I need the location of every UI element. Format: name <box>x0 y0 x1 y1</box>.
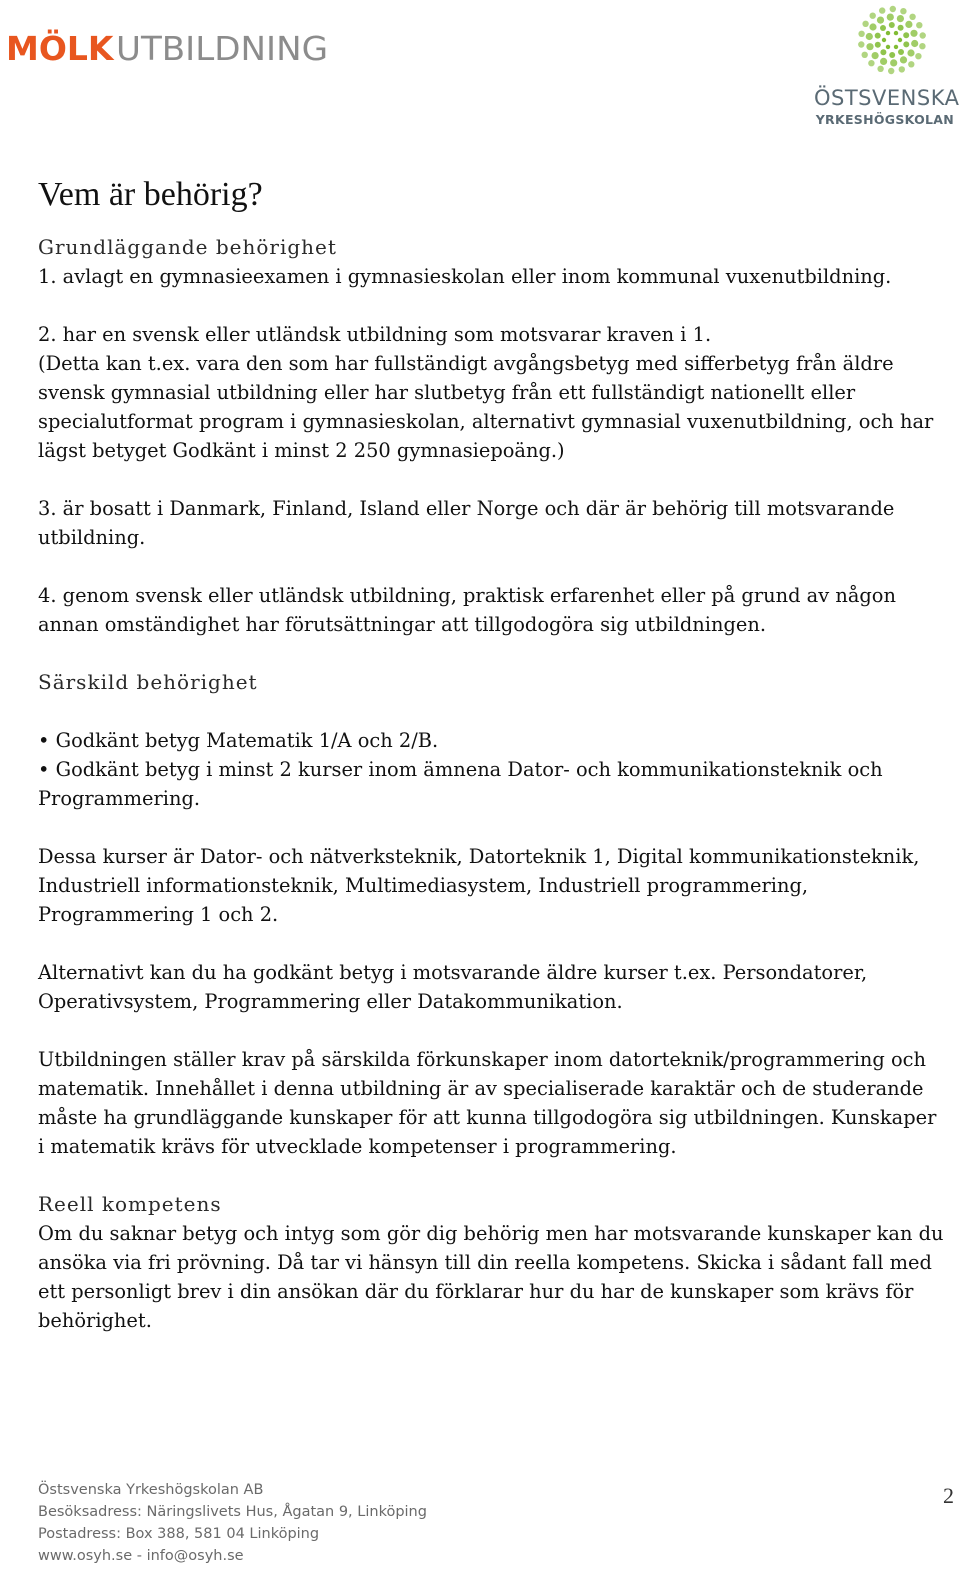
emblem-dot <box>915 53 921 59</box>
paragraph-alternativt: Alternativt kan du ha godkänt betyg i motsvarande äldre kurser t.ex. Persondatorer, Operativsystem, Programmering eller Datakommunikation. <box>38 961 868 1013</box>
emblem-dot <box>866 33 873 40</box>
emblem-dot <box>903 32 909 38</box>
heading-reell: Reell kompetens <box>38 1192 222 1216</box>
paragraph-kurser: Dessa kurser är Dator- och nätverksteknik, Datorteknik 1, Digital kommunikationsteknik, Industriell informationsteknik, Multimediasystem, Industriell programmering, Programmering 1 och 2. <box>38 845 920 926</box>
emblem-dot <box>886 31 890 35</box>
ostsvenska-logo <box>814 4 960 127</box>
emblem-dot <box>866 43 873 50</box>
emblem-dot <box>872 52 879 59</box>
emblem-dot <box>870 13 876 19</box>
footer-visit-address: Besöksadress: Näringslivets Hus, Ågatan 9, Linköping <box>38 1504 427 1520</box>
logo-left-part1: MÖLK <box>6 29 114 68</box>
requirement-4: 4. genom svensk eller utländsk utbildning, praktisk erfarenhet eller på grund av någon annan omständighet har förutsättningar att tillgodogöra sig utbildningen. <box>38 584 896 636</box>
paragraph-reell: Om du saknar betyg och intyg som gör dig behörig men har motsvarande kunskaper kan du ansöka via fri prövning. Då tar vi hänsyn till din reella kompetens. Skicka i sådant fall med ett personligt brev i din ansökan där du förklarar hur du har de kunskaper som krävs för behörighet. <box>38 1222 944 1332</box>
emblem-dot <box>869 23 876 30</box>
emblem-dot <box>880 25 886 31</box>
emblem-dot <box>910 30 917 37</box>
footer-post-address: Postadress: Box 388, 581 04 Linköping <box>38 1526 320 1542</box>
emblem-dot <box>858 31 864 37</box>
emblem-dot <box>858 41 864 47</box>
paragraph-forkunskaper: Utbildningen ställer krav på särskilda förkunskaper inom datorteknik/programmering och matematik. Innehållet i denna utbildning är av specialiserade karaktär och de studerande måste ha grundläggande kunskaper för att kunna tillgodogöra sig utbildningen. Kunskaper i matematik krävs för utvecklade kompetenser i programmering. <box>38 1048 937 1158</box>
molk-logo <box>6 28 336 68</box>
emblem-dot <box>898 49 904 55</box>
requirement-3: 3. är bosatt i Danmark, Finland, Island eller Norge och där är behörig till motsvarande utbildning. <box>38 497 895 549</box>
logo-right-sub: YRKESHÖGSKOLAN <box>815 112 954 127</box>
bullet-item-matematik: • Godkänt betyg Matematik 1/A och 2/B. <box>38 726 948 755</box>
requirement-2: 2. har en svensk eller utländsk utbildning som motsvarar kraven i 1. <box>38 323 712 346</box>
document-body <box>38 170 948 1335</box>
emblem-dot <box>875 33 881 39</box>
emblem-dot <box>900 56 907 63</box>
emblem-dot <box>898 38 902 42</box>
emblem-dot <box>888 68 894 74</box>
emblem-dot <box>887 14 894 21</box>
logo-right-name: ÖSTSVENSKA <box>814 86 960 110</box>
page-title: Vem är behörig? <box>38 176 263 213</box>
emblem-dot <box>900 8 906 14</box>
emblem-dot <box>880 49 886 55</box>
emblem-dot <box>890 59 897 66</box>
emblem-dot <box>916 22 922 28</box>
requirement-2-note: (Detta kan t.ex. vara den som har fullständigt avgångsbetyg med sifferbetyg från äldre svensk gymnasial utbildning eller har slutbetyg från ett fullständigt nationellt eller specialutformat program i gymnasieskolan, alternativt gymnasial vuxenutbildning, och har lägst betyget Godkänt i minst 2 250 gymnasiepoäng.) <box>38 352 934 462</box>
requirement-1: 1. avlagt en gymnasieexamen i gymnasieskolan eller inom kommunal vuxenutbildning. <box>38 265 892 288</box>
bullet-item-kurser: • Godkänt betyg i minst 2 kurser inom ämnena Dator- och kommunikationsteknik och Programmering. <box>38 755 948 813</box>
emblem-dot <box>899 66 905 72</box>
footer-org: Östsvenska Yrkeshögskolan AB <box>38 1482 264 1498</box>
emblem-dot <box>877 17 884 24</box>
emblem-dot <box>882 38 886 42</box>
emblem-dot <box>919 43 925 49</box>
emblem-dot <box>903 41 909 47</box>
emblem-dot <box>911 40 918 47</box>
emblem-dot <box>920 32 926 38</box>
emblem-dot <box>890 6 896 12</box>
footer <box>38 1479 427 1567</box>
emblem-dot <box>889 22 895 28</box>
page-number: 2 <box>943 1483 954 1508</box>
emblem-dot <box>889 52 895 58</box>
emblem-dot <box>907 49 914 56</box>
footer-web: www.osyh.se - info@osyh.se <box>38 1548 244 1564</box>
heading-sarskild: Särskild behörighet <box>38 670 258 694</box>
heading-grundlaggande: Grundläggande behörighet <box>38 235 337 259</box>
emblem-dot <box>905 21 912 28</box>
emblem-dot <box>909 14 915 20</box>
dots-emblem-icon <box>852 4 932 80</box>
emblem-dot <box>862 52 868 58</box>
emblem-dot <box>868 60 874 66</box>
logo-left-part2: UTBILDNING <box>116 29 328 68</box>
emblem-dot <box>894 31 898 35</box>
emblem-dot <box>880 58 887 65</box>
emblem-dot <box>862 21 868 27</box>
emblem-dot <box>875 42 881 48</box>
emblem-dot <box>894 45 898 49</box>
emblem-dot <box>886 45 890 49</box>
emblem-dot <box>898 25 904 31</box>
emblem-dot <box>877 66 883 72</box>
emblem-dot <box>897 15 904 22</box>
emblem-dot <box>908 61 914 67</box>
emblem-dot <box>879 7 885 13</box>
